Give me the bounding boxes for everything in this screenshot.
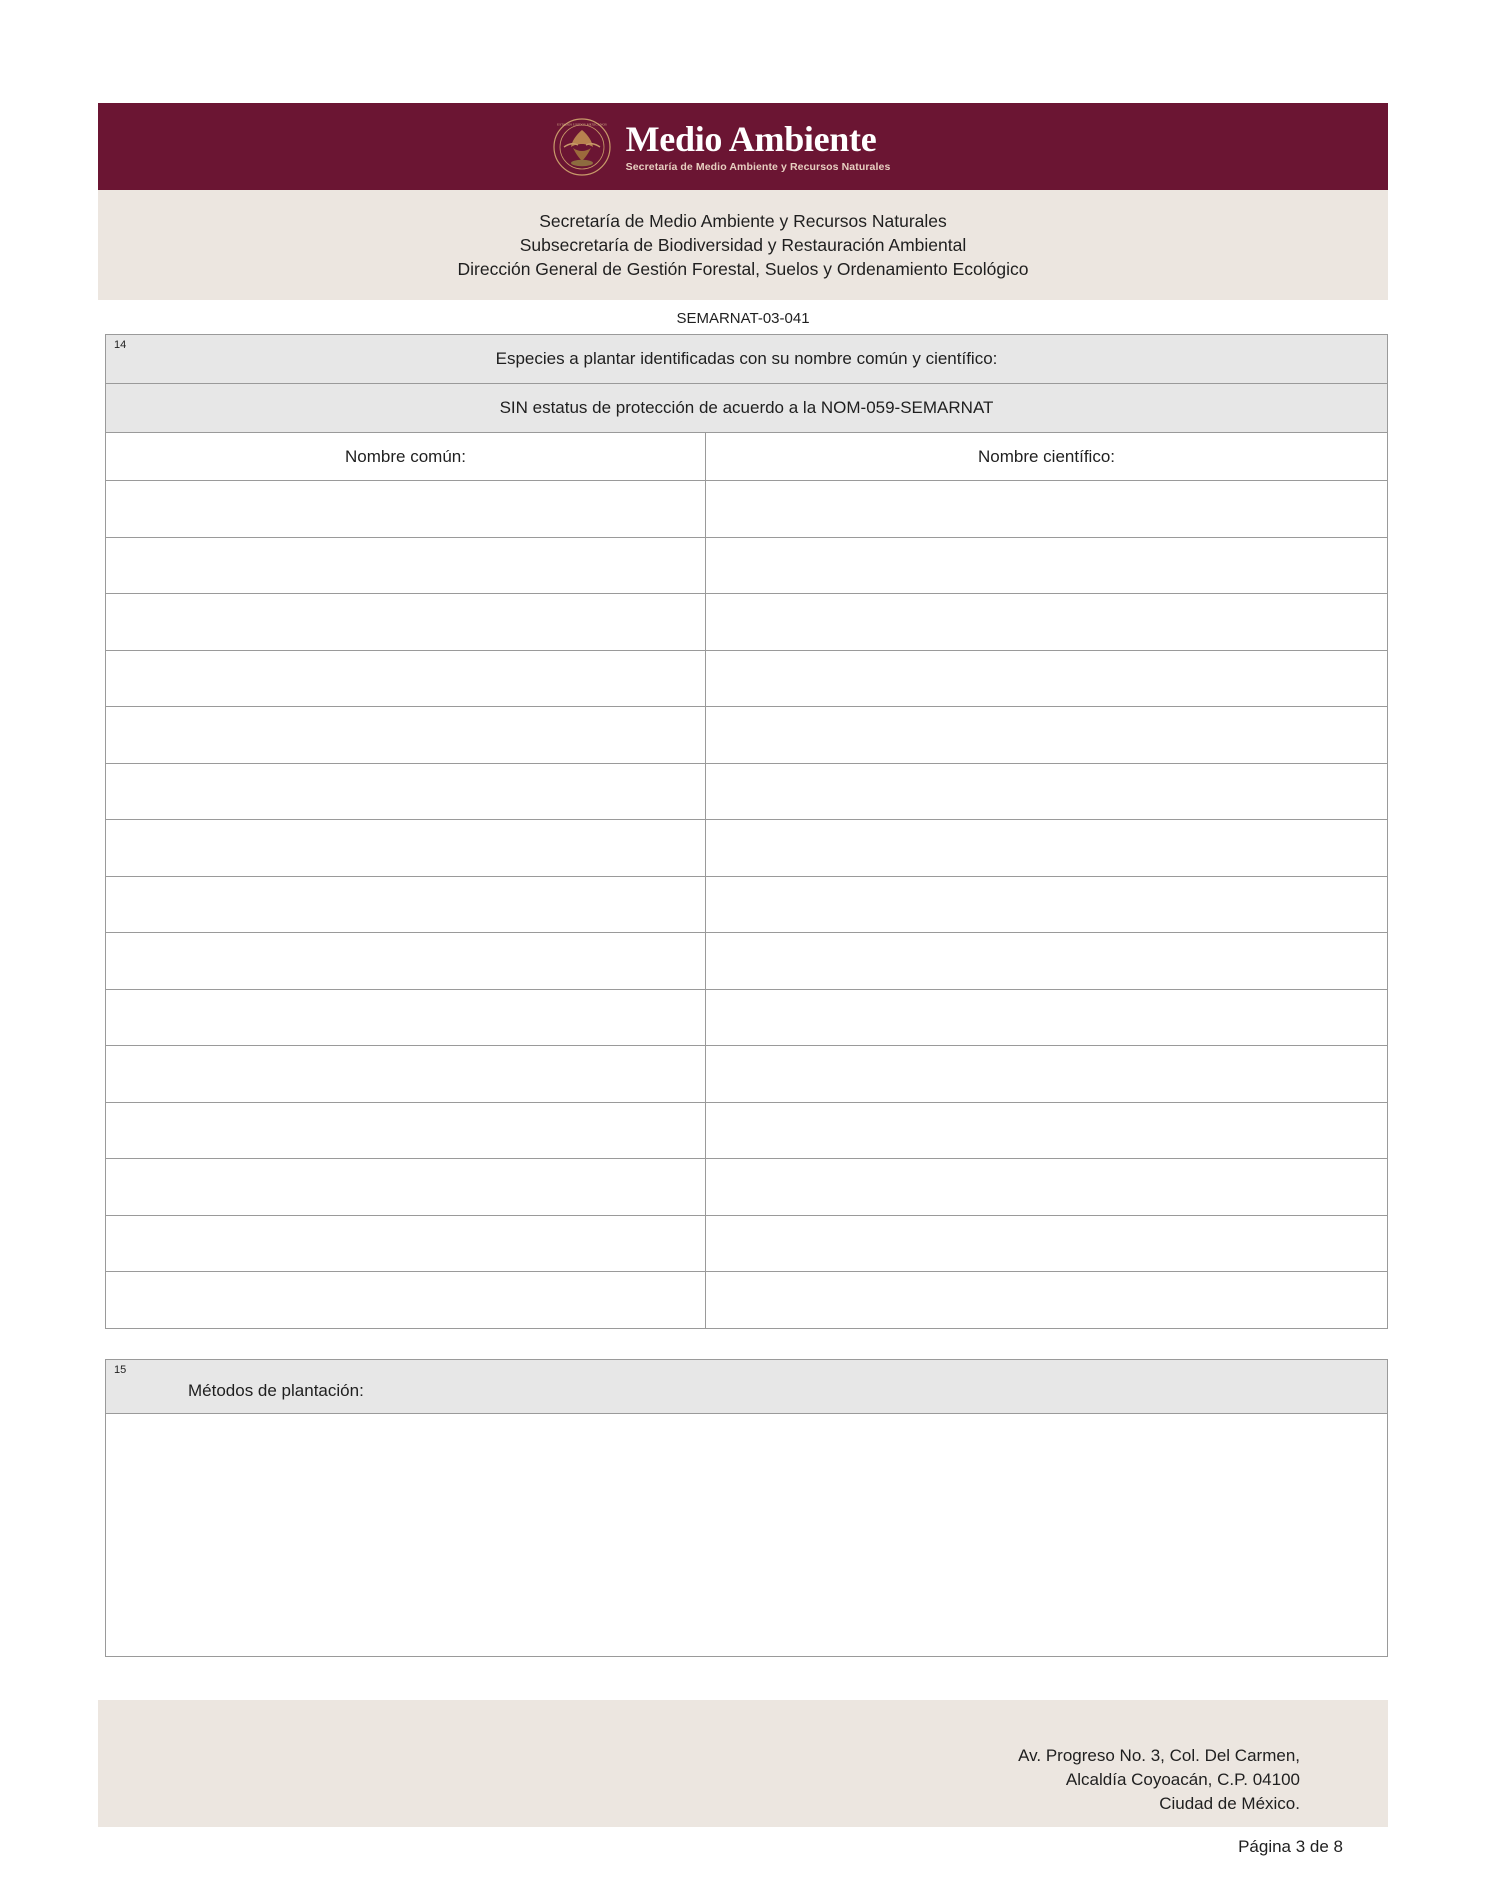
species-table-header <box>106 433 1387 481</box>
address-line-3: Ciudad de México. <box>1159 1794 1300 1814</box>
address-line-2: Alcaldía Coyoacán, C.P. 04100 <box>1065 1770 1300 1790</box>
cell-nombre-cientifico[interactable] <box>706 877 1387 933</box>
brand-lockup <box>552 117 891 177</box>
form-code: SEMARNAT-03-041 <box>676 310 810 327</box>
cell-nombre-cientifico[interactable] <box>706 1103 1387 1159</box>
subheader-line-1: Secretaría de Medio Ambiente y Recursos Naturales <box>539 210 947 231</box>
cell-nombre-comun[interactable] <box>106 820 706 876</box>
cell-nombre-cientifico[interactable] <box>706 764 1387 820</box>
table-row <box>106 990 1387 1047</box>
subheader-block <box>98 190 1388 300</box>
cell-nombre-cientifico[interactable] <box>706 1216 1387 1272</box>
table-row <box>106 933 1387 990</box>
section-14-species-table <box>105 334 1388 1329</box>
cell-nombre-comun[interactable] <box>106 990 706 1046</box>
cell-nombre-cientifico[interactable] <box>706 1272 1387 1328</box>
table-row <box>106 1103 1387 1160</box>
table-row <box>106 1159 1387 1216</box>
cell-nombre-cientifico[interactable] <box>706 820 1387 876</box>
section-15-label: Métodos de plantación: <box>188 1380 364 1400</box>
page-number: Página 3 de 8 <box>1238 1837 1343 1856</box>
cell-nombre-comun[interactable] <box>106 481 706 537</box>
table-row <box>106 1216 1387 1273</box>
table-row <box>106 651 1387 708</box>
cell-nombre-comun[interactable] <box>106 538 706 594</box>
cell-nombre-cientifico[interactable] <box>706 707 1387 763</box>
table-row <box>106 877 1387 934</box>
subheader-line-3: Dirección General de Gestión Forestal, Suelos y Ordenamiento Ecológico <box>457 258 1029 279</box>
mexican-eagle-emblem-icon <box>552 117 612 177</box>
brand-title: Medio Ambiente <box>625 118 877 159</box>
cell-nombre-cientifico[interactable] <box>706 538 1387 594</box>
section-14-title-row <box>106 335 1387 384</box>
cell-nombre-cientifico[interactable] <box>706 1159 1387 1215</box>
table-row <box>106 1272 1387 1328</box>
cell-nombre-comun[interactable] <box>106 707 706 763</box>
subheader-line-2: Subsecretaría de Biodiversidad y Restauración Ambiental <box>519 234 967 255</box>
cell-nombre-comun[interactable] <box>106 933 706 989</box>
table-row <box>106 481 1387 538</box>
section-15-header <box>106 1360 1387 1414</box>
cell-nombre-comun[interactable] <box>106 594 706 650</box>
table-row <box>106 764 1387 821</box>
cell-nombre-cientifico[interactable] <box>706 651 1387 707</box>
cell-nombre-comun[interactable] <box>106 764 706 820</box>
brand-text <box>625 118 891 173</box>
section-14-number: 14 <box>114 339 127 351</box>
address-line-1: Av. Progreso No. 3, Col. Del Carmen, <box>1018 1746 1300 1765</box>
section-15-planting-methods <box>105 1359 1388 1657</box>
cell-nombre-cientifico[interactable] <box>706 990 1387 1046</box>
cell-nombre-comun[interactable] <box>106 1046 706 1102</box>
section-14-title: Especies a plantar identificadas con su nombre común y científico: <box>495 349 998 368</box>
cell-nombre-cientifico[interactable] <box>706 1046 1387 1102</box>
table-row <box>106 1046 1387 1103</box>
column-header-nombre-cientifico: Nombre científico: <box>978 446 1115 466</box>
cell-nombre-comun[interactable] <box>106 1216 706 1272</box>
svg-text:ESTADOS UNIDOS MEXICANOS: ESTADOS UNIDOS MEXICANOS <box>556 122 607 126</box>
cell-nombre-comun[interactable] <box>106 1103 706 1159</box>
table-row <box>106 538 1387 595</box>
table-row <box>106 594 1387 651</box>
brand-subtitle: Secretaría de Medio Ambiente y Recursos Naturales <box>625 160 891 173</box>
cell-nombre-comun[interactable] <box>106 1159 706 1215</box>
column-header-nombre-comun: Nombre común: <box>106 433 706 480</box>
cell-nombre-comun[interactable] <box>106 651 706 707</box>
section-15-number: 15 <box>114 1364 127 1376</box>
cell-nombre-cientifico[interactable] <box>706 933 1387 989</box>
section-14-subtitle: SIN estatus de protección de acuerdo a la NOM-059-SEMARNAT <box>106 384 1387 433</box>
cell-nombre-cientifico[interactable] <box>706 594 1387 650</box>
cell-nombre-comun[interactable] <box>106 1272 706 1328</box>
footer-address <box>1018 1744 1300 1816</box>
table-row <box>106 820 1387 877</box>
header-band <box>98 103 1388 190</box>
table-row <box>106 707 1387 764</box>
section-15-textarea[interactable] <box>106 1414 1387 1656</box>
cell-nombre-cientifico[interactable] <box>706 481 1387 537</box>
cell-nombre-comun[interactable] <box>106 877 706 933</box>
